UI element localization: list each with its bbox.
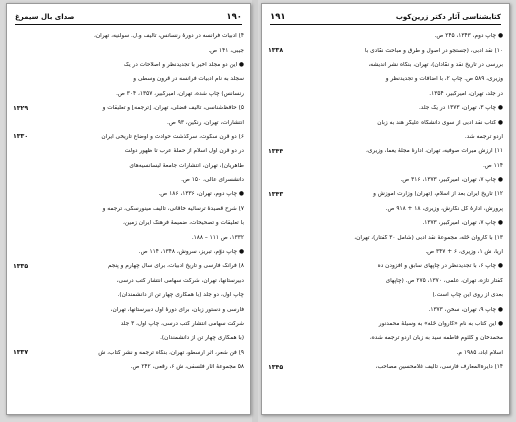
text-line	[268, 259, 503, 273]
line-text: در جلد، تهران، امیرکبیر، ۱۳۵۴.	[429, 90, 503, 97]
line-text: ● چاپ ۷، تهران، امیرکبیر، ۱۳۷۳.	[422, 220, 503, 227]
line-text: ۱۴) دایرة‌المعارف فارسی، تألیف غلامحسین مصاحب،	[375, 364, 503, 371]
text-line	[13, 130, 244, 144]
text-line	[13, 159, 244, 173]
line-text: ۱۲) تاریخ ایران بعد از اسلام، (تهران) وزارت آموزش و	[373, 191, 503, 198]
line-text: شرکت سهامی انتشار کتب درسی، چاپ اول، ۳ جلد	[120, 321, 244, 327]
line-text: انتشارات، تهران، رنگین، ۹۳ ص.	[167, 119, 244, 126]
right-page	[261, 3, 510, 415]
line-text: دانشسرای عالی، ۱۵۰ ص.	[181, 177, 244, 184]
text-line	[13, 259, 244, 273]
text-line	[13, 72, 244, 86]
text-line	[13, 29, 244, 43]
line-text: ۱۰) نقد ادبی، (جستجو در اصول و طرق و مباحث نقّادی با	[364, 47, 503, 54]
text-line	[268, 29, 503, 43]
entry-year: ۱۳۴۴	[268, 147, 284, 155]
text-line	[13, 230, 244, 244]
text-line	[268, 144, 503, 158]
left-page-number: ۱۹۰	[226, 12, 242, 22]
line-text: ۶) دو قرن سکوت، سرگذشت حوادث و اوضاع تاریخی ایران	[101, 133, 244, 140]
text-line	[13, 274, 244, 288]
line-text: رنسانس) چاپ شده، تهران، امیرکبیر، ۱۳۵۷، ۳۰۴ ص.	[116, 90, 244, 97]
text-line	[268, 346, 503, 360]
text-line	[13, 87, 244, 101]
left-page	[6, 3, 251, 415]
line-text: ● چاپ دوّم، تبریز، سروش، ۱۳۴۸، ۱۱۴ ص.	[138, 249, 244, 256]
text-line	[268, 360, 503, 374]
entry-year: ۱۳۳۸	[268, 47, 284, 55]
right-page-body	[268, 29, 503, 374]
text-line	[268, 87, 503, 101]
left-page-header	[15, 12, 242, 25]
entry-year: ۱۳۳۵	[13, 262, 29, 270]
text-line	[268, 216, 503, 230]
left-running-title: صدای بال سیمرغ	[15, 13, 75, 21]
line-text: دبیرستانها، تهران، شرکت سهامی انتشار کتب درسی،	[116, 277, 244, 284]
text-line	[13, 187, 244, 201]
entry-year: ۱۳۴۵	[268, 363, 284, 371]
line-text: بعدی از روی این چاپ است.)	[432, 292, 503, 299]
line-text: ● چاپ ۶، با تجدیدنظر در چاپهای سابق و افزودن ده	[377, 263, 503, 270]
line-text: ● چاپ ۳، تهران، ۱۳۷۳ در یک جلد.	[418, 105, 503, 112]
line-text: محمدخان و کلثوم فاطمه سید به زبان اردو ترجمه شده،	[369, 335, 503, 342]
line-text: پرورش، ادارهٔ کل نگارش، وزیری، ۱۸ + ۹۱۸ ص.	[385, 205, 503, 212]
text-line	[13, 288, 244, 302]
line-text: ۱۳) با کاروان حُلّه، مجموعهٔ نقد ادبی (شامل ۳۰ گفتار)، تهران،	[354, 234, 503, 241]
line-text: ● چاپ دوم، تهران، ۱۳۳۶، ۱۸۶ ص.	[158, 191, 244, 198]
text-line	[268, 101, 503, 115]
text-line	[13, 245, 244, 259]
text-line	[13, 331, 244, 345]
text-line	[268, 230, 503, 244]
line-text: ۱۳۳۲، ص ۱۱۱ – ۱۸۸.	[191, 234, 244, 241]
text-line	[268, 202, 503, 216]
line-text: (با همکاری چهار تن از دانشمندان).	[160, 335, 244, 342]
book-gutter	[252, 0, 258, 422]
text-line	[13, 43, 244, 57]
entry-year: ۱۳۲۹	[13, 104, 29, 112]
line-text: ۴) ادبیات فرانسه در دورهٔ رنسانس، تألیف و.ل. سولنیه، تهران،	[94, 33, 244, 40]
entry-year: ۱۳۳۷	[13, 349, 29, 357]
text-line	[268, 72, 503, 86]
text-line	[268, 331, 503, 345]
text-line	[13, 144, 244, 158]
text-line	[13, 202, 244, 216]
text-line	[13, 360, 244, 374]
line-text: ● چاپ ۹، تهران، سخن، ۱۳۷۳.	[428, 306, 503, 313]
text-line	[268, 288, 503, 302]
line-text: اردو ترجمه شد.	[464, 133, 503, 140]
text-line	[268, 317, 503, 331]
line-text: با تعلیقات و تصحیحات، ضمیمهٔ فرهنگ ایران زمین،	[123, 220, 244, 227]
right-running-title: کتابشناسی آثار دکتر زرین‌کوب	[395, 13, 501, 21]
line-text: بررسی در تاریخ نقد و نقّادان)، تهران، بنگاه نشر اندیشه،	[368, 61, 503, 68]
entry-year: ۱۳۳۰	[13, 133, 29, 141]
line-text: ۵) حافظ‌شناسی، تألیف فضلی، تهران، [ترجمه] و تعلیقات و	[102, 105, 244, 112]
text-line	[268, 245, 503, 259]
line-text: ۱۱) ارزش میراث صوفیه، تهران، ادارهٔ مجلّهٔ یغما، وزیری،	[365, 148, 503, 155]
line-text: وزیری، ۵۸۹ ص. چاپ ۲، با اضافات و تجدیدنظر و	[385, 76, 503, 83]
line-text: ۸) فرانک فارسی و تاریخ ادبیات، برای سال چهارم و پنجم	[107, 263, 244, 270]
text-line	[13, 216, 244, 230]
line-text: ● این دو مجلد اخیر با تجدیدنظر و اصلاحات در یک	[123, 61, 244, 68]
text-line	[268, 58, 503, 72]
line-text: فارسی و دستور زبان، برای دورهٔ اول دبیرستانها، تهران،	[110, 306, 244, 313]
entry-year: ۱۳۴۳	[268, 190, 284, 198]
line-text: در دو قرن اول اسلام از حملهٔ عرب تا ظهور دولت	[124, 148, 244, 155]
line-text: گفتار تازه، تهران، علمی، ۱۳۷۰، ۲۷۵ ص. (چاپهای	[385, 277, 503, 284]
text-line	[268, 43, 503, 57]
line-text: اسلام آباد، ۱۹۸۵ م.	[456, 349, 503, 356]
line-text: آریا، ش ۱، وزیری، ۶ + ۳۴۷ ص.	[425, 249, 503, 256]
line-text: سجلّد به نام ادبیات فرانسه در قرون وسطی و	[133, 76, 244, 83]
line-text: جیبی، ۱۴۱ ص.	[208, 47, 244, 54]
text-line	[268, 187, 503, 201]
right-page-number: ۱۹۱	[270, 12, 286, 22]
line-text: ● چاپ ۷، تهران، امیرکبیر، ۱۳۷۳، ۳۱۶ ص.	[400, 177, 503, 184]
left-page-body	[13, 29, 244, 374]
line-text: ۱۱۴ ص.	[482, 162, 503, 169]
text-line	[13, 58, 244, 72]
text-line	[13, 101, 244, 115]
text-line	[268, 302, 503, 316]
text-line	[13, 317, 244, 331]
line-text: ● کتاب نقد ادبی از سوی دانشگاه علیگر هند به زبان	[377, 119, 503, 126]
line-text: ۷) شرح قصیدهٔ ترسائیه خاقانی، تألیف مینورسکی، ترجمه و	[102, 205, 244, 212]
text-line	[268, 115, 503, 129]
text-line	[13, 346, 244, 360]
line-text: ۵۸ مجموعهٔ آثار فلسفی، ش ۶، رقعی، ۲۴۲ ص.	[130, 364, 244, 371]
line-text: طاهریان)، تهران، انتشارات جامعهٔ لیسانسیه‌های	[129, 162, 244, 169]
text-line	[13, 115, 244, 129]
text-line	[13, 302, 244, 316]
text-line	[13, 173, 244, 187]
line-text: ● این کتاب به نام «کاروان حُلّه» به وسیلهٔ محمدنور	[378, 321, 503, 327]
line-text: چاپ اول، دو جلد (با همکاری چهار تن از دانشمندان).	[117, 292, 244, 299]
line-text: ۹) فن شعر، اثر ارسطو، تهران، بنگاه ترجمه و نشر کتاب، ش	[98, 349, 244, 356]
text-line	[268, 173, 503, 187]
text-line	[268, 159, 503, 173]
text-line	[268, 130, 503, 144]
line-text: ● چاپ دوم، ۱۳۴۳، ۲۴۵ ص.	[434, 33, 503, 40]
right-page-header	[270, 12, 501, 25]
text-line	[268, 274, 503, 288]
